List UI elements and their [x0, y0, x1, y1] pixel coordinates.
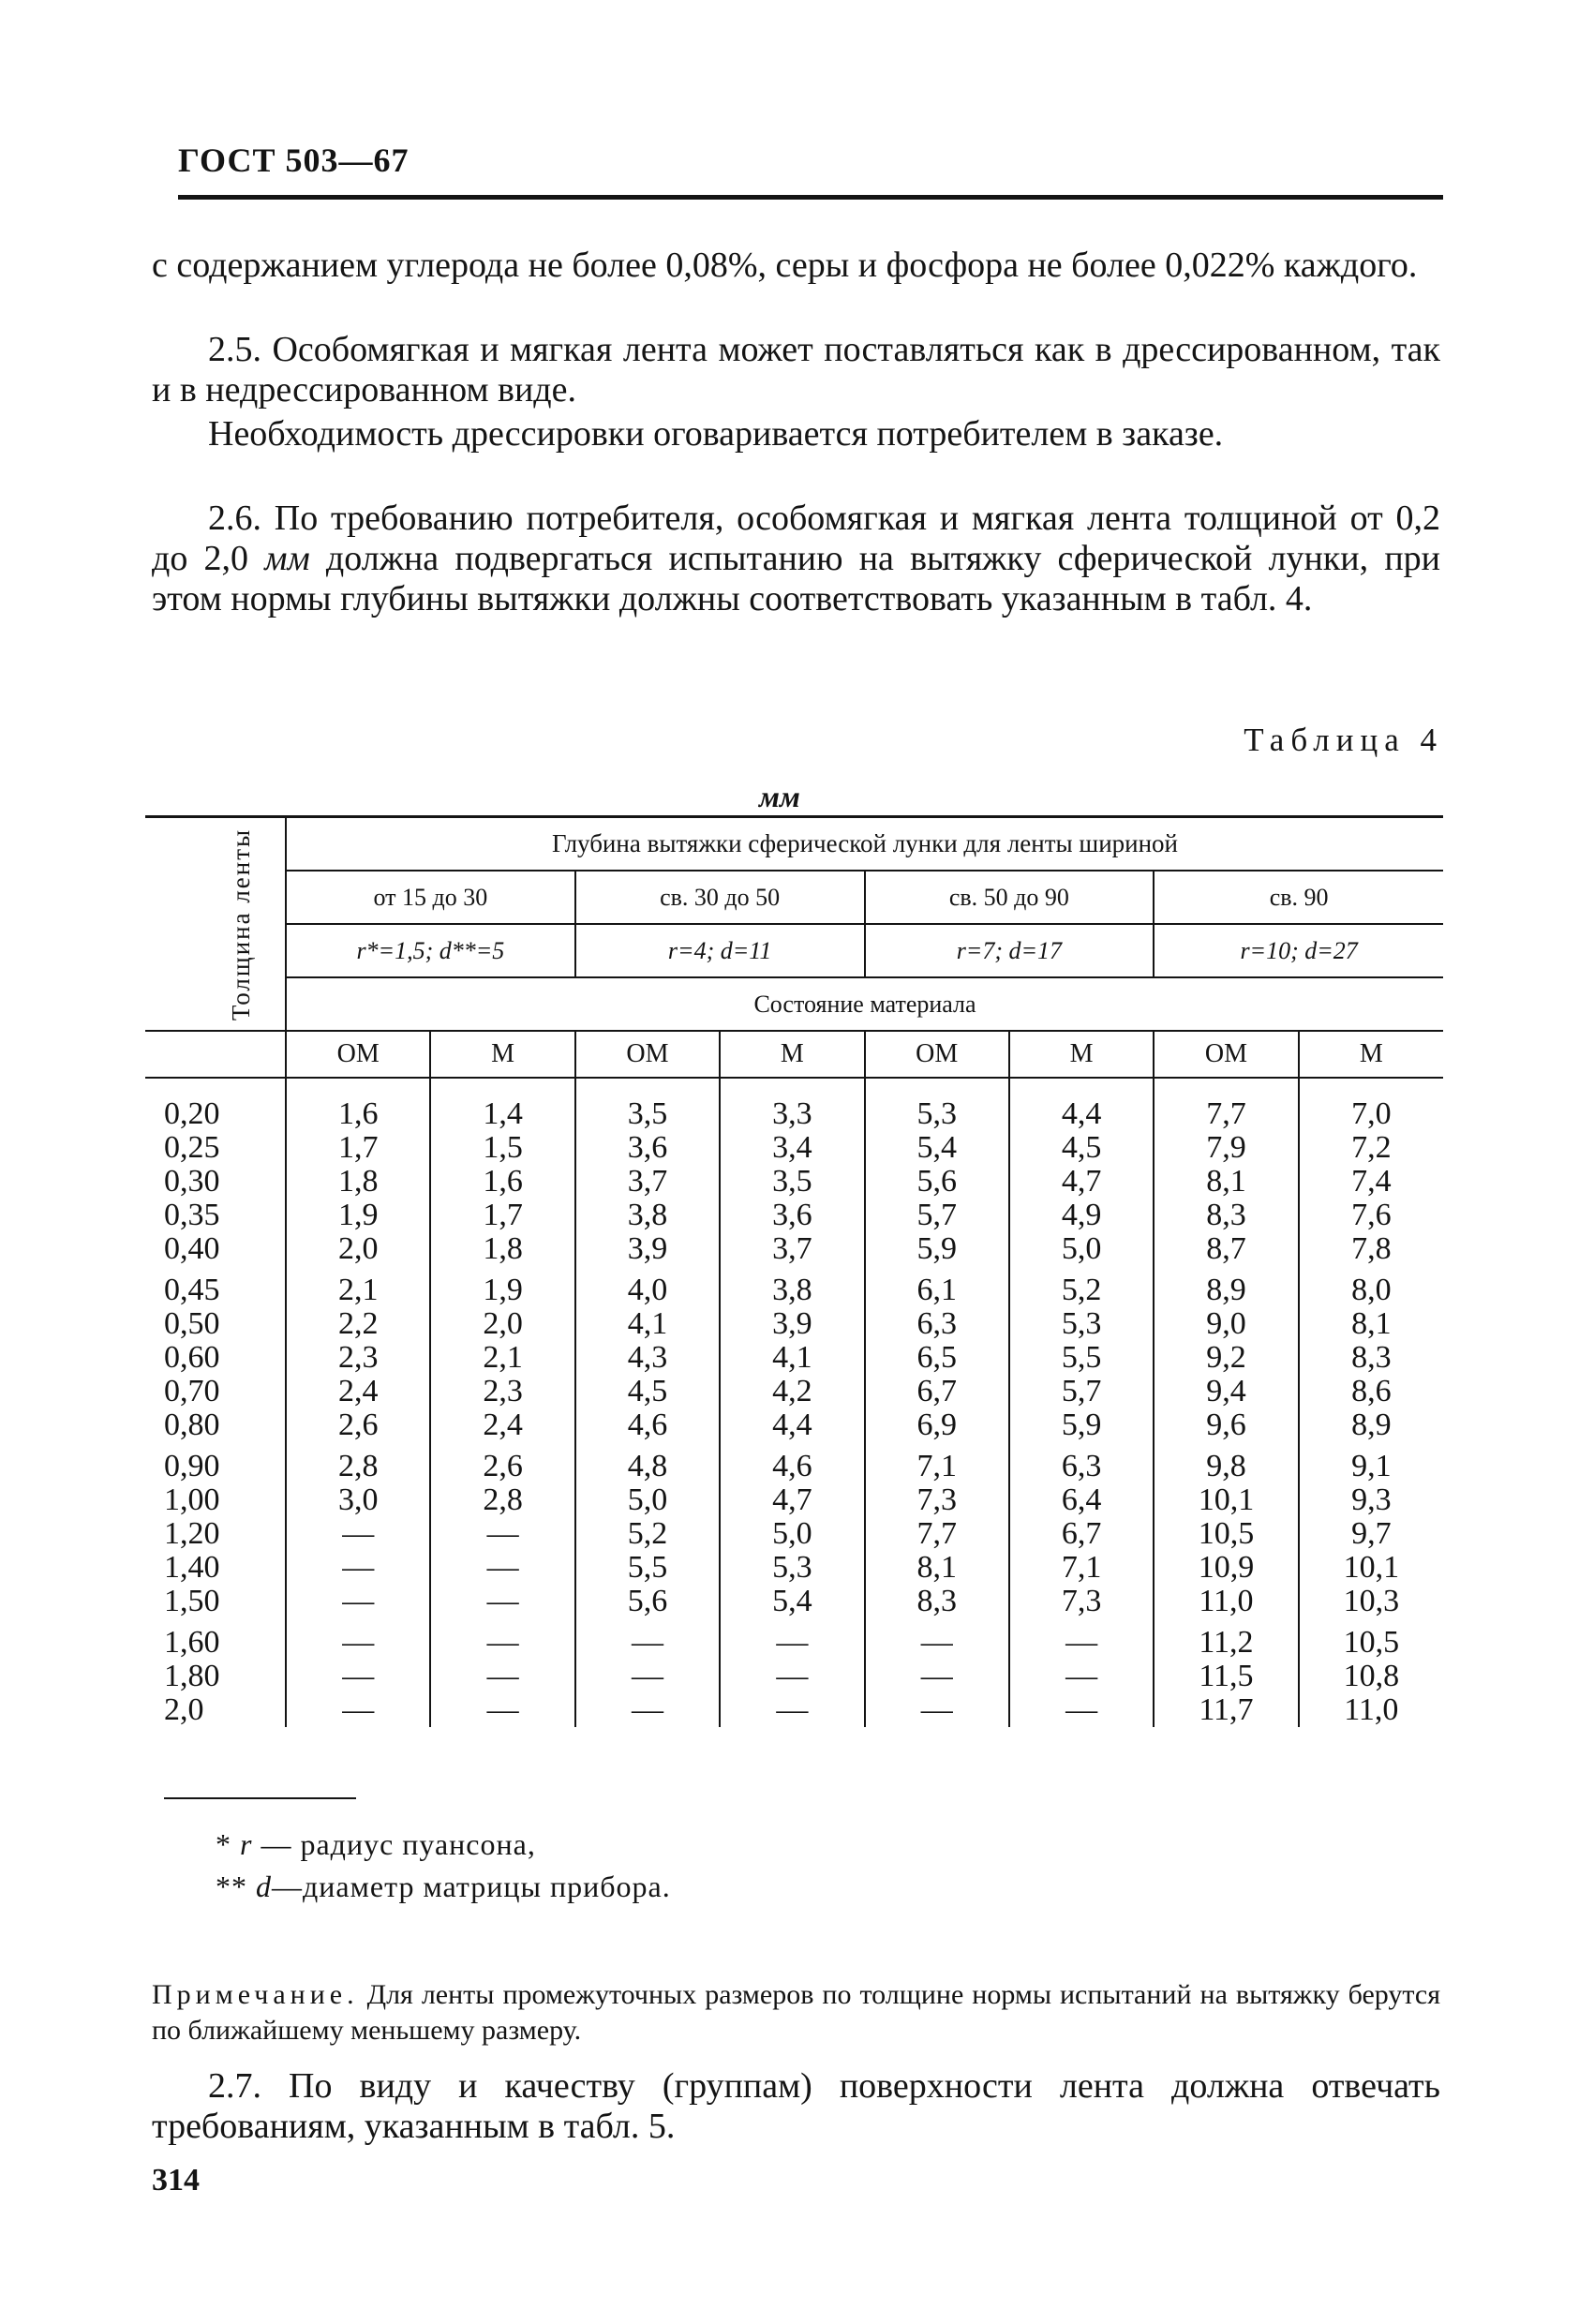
depth-cell: 6,9 — [865, 1408, 1009, 1442]
standard-header: ГОСТ 503—67 — [178, 142, 410, 179]
depth-cell: — — [430, 1517, 574, 1551]
depth-cell: 6,1 — [865, 1266, 1009, 1307]
depth-cell: 4,4 — [1009, 1078, 1154, 1131]
depth-cell: 7,6 — [1299, 1199, 1443, 1232]
depth-cell: 9,0 — [1154, 1307, 1298, 1341]
depth-cell: 7,0 — [1299, 1078, 1443, 1131]
depth-cell: 10,5 — [1154, 1517, 1298, 1551]
table-row — [145, 1266, 1443, 1307]
table-row — [145, 1408, 1443, 1442]
depth-cell: 7,1 — [865, 1442, 1009, 1483]
depth-cell: 6,5 — [865, 1341, 1009, 1375]
thickness-header: Толщина ленты — [145, 817, 286, 1032]
depth-cell: 5,4 — [720, 1585, 864, 1618]
depth-table — [145, 815, 1443, 1727]
thickness-cell: 0,50 — [164, 1306, 220, 1341]
depth-cell: 8,7 — [1154, 1232, 1298, 1266]
depth-cell: — — [720, 1660, 864, 1693]
depth-cell: 2,3 — [286, 1341, 430, 1375]
depth-cell: 9,3 — [1299, 1483, 1443, 1517]
depth-cell: 1,7 — [430, 1199, 574, 1232]
table-row — [145, 1232, 1443, 1266]
depth-cell: 10,1 — [1299, 1551, 1443, 1585]
depth-cell: 4,1 — [720, 1341, 864, 1375]
depth-cell: 5,6 — [575, 1585, 720, 1618]
paragraph-2-6-part-b: должна подвергаться испытанию на вытяжку сферической лунки, при этом нормы глубины вытяжки должны соответствовать указанным в табл. 4. — [152, 539, 1440, 618]
table-units: мм — [759, 780, 800, 813]
depth-cell: 1,6 — [286, 1078, 430, 1131]
param-group-1: r*=1,5; d**=5 — [286, 924, 575, 977]
depth-cell: 8,3 — [1154, 1199, 1298, 1232]
thickness-cell: 1,40 — [164, 1550, 220, 1585]
depth-cell: — — [575, 1693, 720, 1727]
footnote-rule — [164, 1797, 356, 1799]
depth-cell: — — [865, 1618, 1009, 1660]
state-col: ОМ — [865, 1031, 1009, 1078]
depth-cell: — — [286, 1618, 430, 1660]
depth-cell: 5,3 — [865, 1078, 1009, 1131]
depth-cell: 3,9 — [720, 1307, 864, 1341]
depth-cell: 5,3 — [1009, 1307, 1154, 1341]
depth-cell: — — [1009, 1693, 1154, 1727]
table-row — [145, 1483, 1443, 1517]
table-body — [145, 1078, 1443, 1727]
depth-cell: — — [286, 1517, 430, 1551]
depth-cell: 5,0 — [575, 1483, 720, 1517]
depth-cell: 4,1 — [575, 1307, 720, 1341]
depth-cell: — — [1009, 1660, 1154, 1693]
thickness-cell: 0,30 — [164, 1164, 220, 1199]
depth-cell: 3,7 — [575, 1165, 720, 1199]
thickness-cell: 0,80 — [164, 1408, 220, 1442]
depth-cell: — — [430, 1693, 574, 1727]
depth-cell: 7,9 — [1154, 1131, 1298, 1165]
thickness-cell: 2,0 — [164, 1692, 204, 1727]
thickness-cell: 0,40 — [164, 1231, 220, 1266]
depth-cell: 4,3 — [575, 1341, 720, 1375]
depth-cell: 2,1 — [430, 1341, 574, 1375]
depth-cell: 8,1 — [1299, 1307, 1443, 1341]
state-header: Состояние материала — [286, 977, 1443, 1031]
depth-cell: — — [865, 1693, 1009, 1727]
thickness-cell: 1,20 — [164, 1516, 220, 1551]
depth-cell: 7,3 — [865, 1483, 1009, 1517]
depth-cell: 5,7 — [865, 1199, 1009, 1232]
depth-cell: — — [865, 1660, 1009, 1693]
depth-cell: 2,4 — [430, 1408, 574, 1442]
depth-cell: 8,1 — [865, 1551, 1009, 1585]
depth-cell: 4,0 — [575, 1266, 720, 1307]
depth-cell: 2,6 — [286, 1408, 430, 1442]
depth-cell: 2,0 — [286, 1232, 430, 1266]
depth-cell: 6,3 — [865, 1307, 1009, 1341]
note-label: Примечание. — [152, 1979, 359, 2010]
depth-cell: 3,8 — [720, 1266, 864, 1307]
table-row — [145, 1131, 1443, 1165]
depth-cell: 6,3 — [1009, 1442, 1154, 1483]
depth-cell: 1,9 — [286, 1199, 430, 1232]
depth-cell: 9,2 — [1154, 1341, 1298, 1375]
depth-cell: 7,7 — [1154, 1078, 1298, 1131]
depth-cell: — — [575, 1618, 720, 1660]
depth-cell: — — [286, 1585, 430, 1618]
depth-cell: — — [430, 1660, 574, 1693]
paragraph-2-6-unit: мм — [264, 539, 310, 578]
depth-cell: 10,1 — [1154, 1483, 1298, 1517]
depth-cell: 3,8 — [575, 1199, 720, 1232]
depth-cell: — — [720, 1693, 864, 1727]
thickness-cell: 0,90 — [164, 1449, 220, 1483]
state-col: ОМ — [1154, 1031, 1298, 1078]
depth-cell: 5,7 — [1009, 1375, 1154, 1408]
depth-cell: 6,7 — [1009, 1517, 1154, 1551]
depth-cell: — — [1009, 1618, 1154, 1660]
table-row — [145, 1551, 1443, 1585]
state-col: ОМ — [575, 1031, 720, 1078]
depth-cell: — — [286, 1660, 430, 1693]
paragraph-continuation: с содержанием углерода не более 0,08%, серы и фосфора не более 0,022% каждого. — [152, 246, 1418, 285]
paragraph-2-7: 2.7. По виду и качеству (группам) поверхности лента должна отвечать требованиям, указанным в табл. 5. — [152, 2066, 1440, 2146]
thickness-cell: 1,50 — [164, 1584, 220, 1618]
depth-cell: 5,4 — [865, 1131, 1009, 1165]
depth-cell: 5,6 — [865, 1165, 1009, 1199]
depth-cell: 4,5 — [575, 1375, 720, 1408]
table-caption: Таблица 4 — [1244, 722, 1443, 758]
depth-cell: — — [286, 1551, 430, 1585]
depth-cell: 1,7 — [286, 1131, 430, 1165]
depth-cell: 2,8 — [430, 1483, 574, 1517]
depth-cell: — — [430, 1618, 574, 1660]
depth-cell: 3,0 — [286, 1483, 430, 1517]
depth-cell: 2,8 — [286, 1442, 430, 1483]
table-note — [152, 1977, 1440, 2048]
width-group-2: св. 30 до 50 — [575, 871, 865, 924]
depth-cell: 10,8 — [1299, 1660, 1443, 1693]
state-col: М — [1009, 1031, 1154, 1078]
footnote-r: * r — радиус пуансона, — [216, 1827, 536, 1861]
table-row — [145, 1517, 1443, 1551]
depth-cell: 4,7 — [1009, 1165, 1154, 1199]
depth-cell: 4,7 — [720, 1483, 864, 1517]
thickness-cell: 0,60 — [164, 1340, 220, 1375]
table-row — [145, 1442, 1443, 1483]
depth-cell: 5,2 — [575, 1517, 720, 1551]
table-row — [145, 1078, 1443, 1131]
depth-cell: 7,1 — [1009, 1551, 1154, 1585]
paragraph-2-6 — [152, 499, 1440, 619]
depth-cell: — — [575, 1660, 720, 1693]
thickness-header-cont — [145, 1031, 286, 1078]
depth-cell: 4,2 — [720, 1375, 864, 1408]
depth-cell: — — [430, 1585, 574, 1618]
depth-cell: 9,4 — [1154, 1375, 1298, 1408]
depth-cell: 3,9 — [575, 1232, 720, 1266]
depth-cell: 1,8 — [430, 1232, 574, 1266]
table-row — [145, 1341, 1443, 1375]
depth-cell: 8,6 — [1299, 1375, 1443, 1408]
width-group-4: св. 90 — [1154, 871, 1443, 924]
paragraph-2-5: 2.5. Особомягкая и мягкая лента может поставляться как в дрессированном, так и в недрессированном виде. — [152, 330, 1440, 410]
footnote-d: ** d—диаметр матрицы прибора. — [216, 1870, 671, 1903]
depth-cell: 7,8 — [1299, 1232, 1443, 1266]
depth-cell: 8,3 — [1299, 1341, 1443, 1375]
thickness-cell: 1,00 — [164, 1482, 220, 1517]
depth-cell: 5,0 — [720, 1517, 864, 1551]
depth-cell: 8,9 — [1299, 1408, 1443, 1442]
depth-cell: 6,7 — [865, 1375, 1009, 1408]
depth-cell: 1,9 — [430, 1266, 574, 1307]
depth-cell: 4,9 — [1009, 1199, 1154, 1232]
depth-cell: 1,5 — [430, 1131, 574, 1165]
depth-cell: 2,1 — [286, 1266, 430, 1307]
table-row — [145, 1375, 1443, 1408]
table-row — [145, 1693, 1443, 1727]
depth-cell: 1,8 — [286, 1165, 430, 1199]
state-col: ОМ — [286, 1031, 430, 1078]
depth-cell: 5,9 — [865, 1232, 1009, 1266]
depth-cell: 5,3 — [720, 1551, 864, 1585]
depth-cell: 10,9 — [1154, 1551, 1298, 1585]
depth-cell: 2,0 — [430, 1307, 574, 1341]
depth-cell: 2,4 — [286, 1375, 430, 1408]
depth-cell: — — [286, 1693, 430, 1727]
width-group-1: от 15 до 30 — [286, 871, 575, 924]
thickness-cell: 0,25 — [164, 1130, 220, 1165]
thickness-cell: 0,20 — [164, 1096, 220, 1131]
depth-cell: 4,6 — [720, 1442, 864, 1483]
state-col: М — [430, 1031, 574, 1078]
thickness-cell: 0,45 — [164, 1273, 220, 1307]
depth-cell: 3,6 — [720, 1199, 864, 1232]
table-4 — [145, 815, 1443, 1727]
note-text: Для ленты промежуточных размеров по толщине нормы испытаний на вытяжку берутся по ближайшему меньшему размеру. — [152, 1979, 1440, 2046]
paragraph-2-6-part-a: 2.6. По требованию потребителя, особомягкая и мягкая лента толщиной от 0,2 до 2,0 — [152, 499, 1440, 578]
depth-cell: 8,9 — [1154, 1266, 1298, 1307]
depth-cell: 11,5 — [1154, 1660, 1298, 1693]
depth-cell: 3,5 — [575, 1078, 720, 1131]
table-row — [145, 1199, 1443, 1232]
thickness-cell: 1,60 — [164, 1625, 220, 1660]
depth-cell: — — [720, 1618, 864, 1660]
depth-cell: 9,8 — [1154, 1442, 1298, 1483]
depth-cell: 9,1 — [1299, 1442, 1443, 1483]
table-row — [145, 1618, 1443, 1660]
depth-cell: 7,2 — [1299, 1131, 1443, 1165]
depth-cell: — — [430, 1551, 574, 1585]
depth-cell: 4,4 — [720, 1408, 864, 1442]
depth-cell: 8,1 — [1154, 1165, 1298, 1199]
depth-cell: 4,8 — [575, 1442, 720, 1483]
depth-cell: 7,3 — [1009, 1585, 1154, 1618]
thickness-cell: 0,35 — [164, 1198, 220, 1232]
depth-cell: 8,0 — [1299, 1266, 1443, 1307]
depth-cell: 2,3 — [430, 1375, 574, 1408]
depth-cell: 9,7 — [1299, 1517, 1443, 1551]
depth-cell: 3,3 — [720, 1078, 864, 1131]
depth-cell: 7,7 — [865, 1517, 1009, 1551]
thickness-cell: 0,70 — [164, 1374, 220, 1408]
depth-cell: 11,0 — [1299, 1693, 1443, 1727]
depth-cell: 5,9 — [1009, 1408, 1154, 1442]
header-rule — [178, 195, 1443, 200]
depth-cell: 7,4 — [1299, 1165, 1443, 1199]
state-col: М — [720, 1031, 864, 1078]
depth-cell: 6,4 — [1009, 1483, 1154, 1517]
depth-cell: 4,6 — [575, 1408, 720, 1442]
depth-cell: 10,3 — [1299, 1585, 1443, 1618]
depth-cell: 1,4 — [430, 1078, 574, 1131]
depth-cell: 10,5 — [1299, 1618, 1443, 1660]
depth-cell: 5,5 — [575, 1551, 720, 1585]
depth-cell: 4,5 — [1009, 1131, 1154, 1165]
table-row — [145, 1307, 1443, 1341]
depth-cell: 5,2 — [1009, 1266, 1154, 1307]
depth-header: Глубина вытяжки сферической лунки для ленты шириной — [286, 817, 1443, 872]
param-group-2: r=4; d=11 — [575, 924, 865, 977]
width-group-3: св. 50 до 90 — [865, 871, 1155, 924]
depth-cell: 11,0 — [1154, 1585, 1298, 1618]
depth-cell: 11,2 — [1154, 1618, 1298, 1660]
depth-cell: 5,0 — [1009, 1232, 1154, 1266]
table-row — [145, 1660, 1443, 1693]
table-row — [145, 1165, 1443, 1199]
depth-cell: 3,5 — [720, 1165, 864, 1199]
param-group-3: r=7; d=17 — [865, 924, 1155, 977]
param-group-4: r=10; d=27 — [1154, 924, 1443, 977]
depth-cell: 11,7 — [1154, 1693, 1298, 1727]
depth-cell: 9,6 — [1154, 1408, 1298, 1442]
depth-cell: 2,2 — [286, 1307, 430, 1341]
depth-cell: 3,4 — [720, 1131, 864, 1165]
paragraph-training: Необходимость дрессировки оговаривается потребителем в заказе. — [208, 414, 1224, 454]
depth-cell: 3,7 — [720, 1232, 864, 1266]
depth-cell: 2,6 — [430, 1442, 574, 1483]
thickness-cell: 1,80 — [164, 1659, 220, 1693]
depth-cell: 3,6 — [575, 1131, 720, 1165]
depth-cell: 1,6 — [430, 1165, 574, 1199]
page-number: 314 — [152, 2163, 200, 2197]
table-row — [145, 1585, 1443, 1618]
state-col: М — [1299, 1031, 1443, 1078]
depth-cell: 8,3 — [865, 1585, 1009, 1618]
depth-cell: 5,5 — [1009, 1341, 1154, 1375]
